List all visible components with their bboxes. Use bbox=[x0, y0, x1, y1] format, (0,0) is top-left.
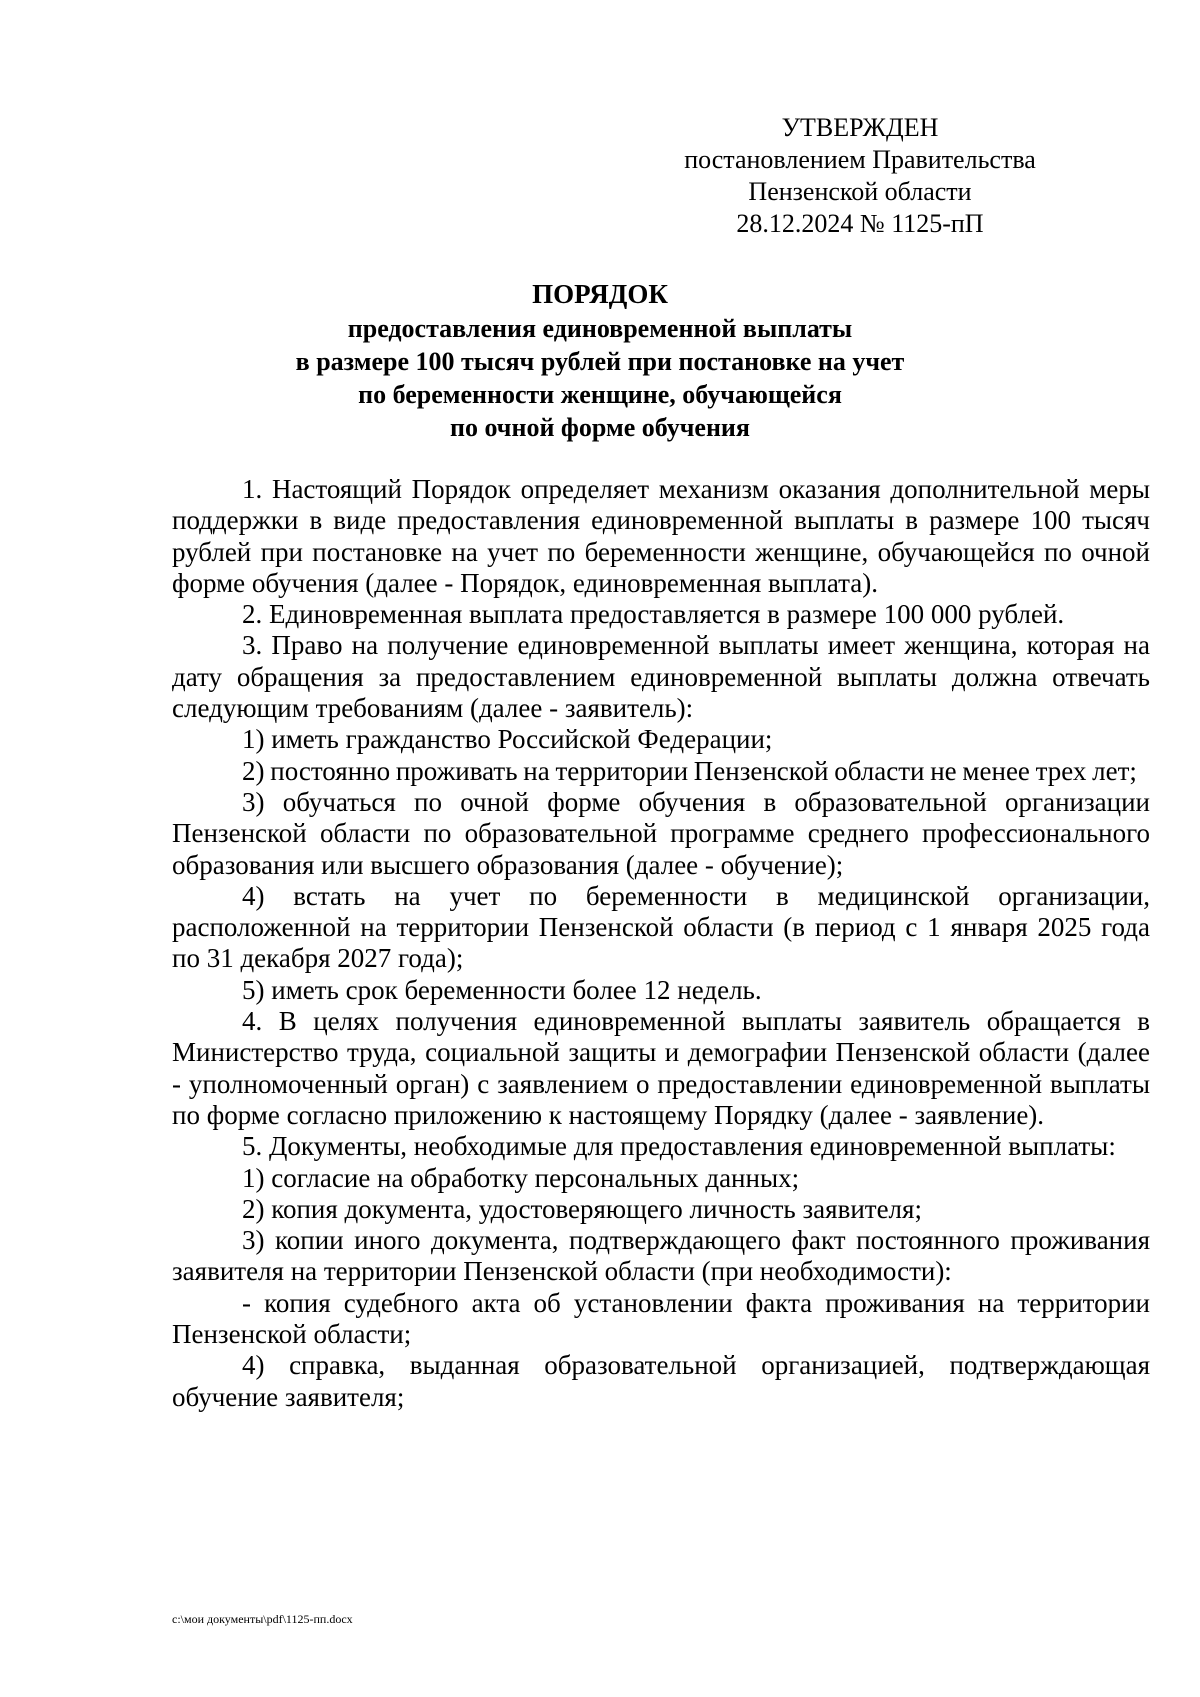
title-line: по беременности женщине, обучающейся bbox=[358, 380, 842, 409]
document-title bbox=[170, 278, 1030, 444]
paragraph-3-item-5: 5) иметь срок беременности более 12 недель. bbox=[242, 974, 762, 1005]
paragraph-5-item-3: 3) копии иного документа, подтверждающего факт постоянного проживания заявителя на территории Пензенской области (при необходимости): bbox=[172, 1225, 1150, 1287]
paragraph-1: 1. Настоящий Порядок определяет механизм оказания дополнительной меры поддержки в виде предоставления единовременной выплаты в размере 100 тысяч рублей при постановке на учет по беременности женщине, обучающейся по очной форме обучения (далее - Порядок, единовременная выплата). bbox=[172, 474, 1150, 598]
paragraph-5: 5. Документы, необходимые для предоставления единовременной выплаты: bbox=[242, 1131, 1116, 1162]
paragraph-3-item-3: 3) обучаться по очной форме обучения в образовательной организации Пензенской области по образовательной программе среднего профессионального образования или высшего образования (далее - обучение); bbox=[172, 786, 1150, 880]
paragraph-3: 3. Право на получение единовременной выплаты имеет женщина, которая на дату обращения за предоставлением единовременной выплаты должна отвечать следующим требованиям (далее - заявитель): bbox=[172, 630, 1150, 724]
title-main: ПОРЯДОК bbox=[532, 279, 668, 309]
file-path-footer: c:\мои документы\pdf\1125-пп.docx bbox=[172, 1612, 353, 1626]
approval-stamp bbox=[650, 112, 1070, 240]
paragraph-3-item-2: 2) постоянно проживать на территории Пензенской области не менее трех лет; bbox=[242, 755, 1137, 786]
approval-heading: УТВЕРЖДЕН bbox=[781, 113, 939, 142]
paragraph-5-item-3-sub: - копия судебного акта об установлении факта проживания на территории Пензенской области; bbox=[172, 1287, 1150, 1350]
approval-region: Пензенской области bbox=[748, 177, 972, 206]
approval-authority: постановлением Правительства bbox=[684, 145, 1036, 174]
approval-date-number: 28.12.2024 № 1125-пП bbox=[736, 209, 984, 238]
paragraph-2: 2. Единовременная выплата предоставляется в размере 100 000 рублей. bbox=[242, 599, 1065, 630]
paragraph-4: 4. В целях получения единовременной выплаты заявитель обращается в Министерство труда, социальной защиты и демографии Пензенской области (далее - уполномоченный орган) с заявлением о предоставлении единовременной выплаты по форме согласно приложению к настоящему Порядку (далее - заявление). bbox=[172, 1006, 1150, 1130]
title-line: в размере 100 тысяч рублей при постановке на учет bbox=[295, 347, 905, 376]
paragraph-3-item-1: 1) иметь гражданство Российской Федерации; bbox=[242, 724, 773, 755]
title-line: по очной форме обучения bbox=[450, 413, 750, 442]
paragraph-5-item-2: 2) копия документа, удостоверяющего личность заявителя; bbox=[242, 1193, 922, 1224]
paragraph-5-item-1: 1) согласие на обработку персональных данных; bbox=[242, 1162, 800, 1193]
paragraph-5-item-4: 4) справка, выданная образовательной организацией, подтверждающая обучение заявителя; bbox=[172, 1350, 1150, 1412]
paragraph-3-item-4: 4) встать на учет по беременности в медицинской организации, расположенной на территории Пензенской области (в период с 1 января 2025 года по 31 декабря 2027 года); bbox=[172, 880, 1150, 974]
document-body bbox=[172, 474, 1150, 1413]
title-line: предоставления единовременной выплаты bbox=[347, 314, 853, 343]
